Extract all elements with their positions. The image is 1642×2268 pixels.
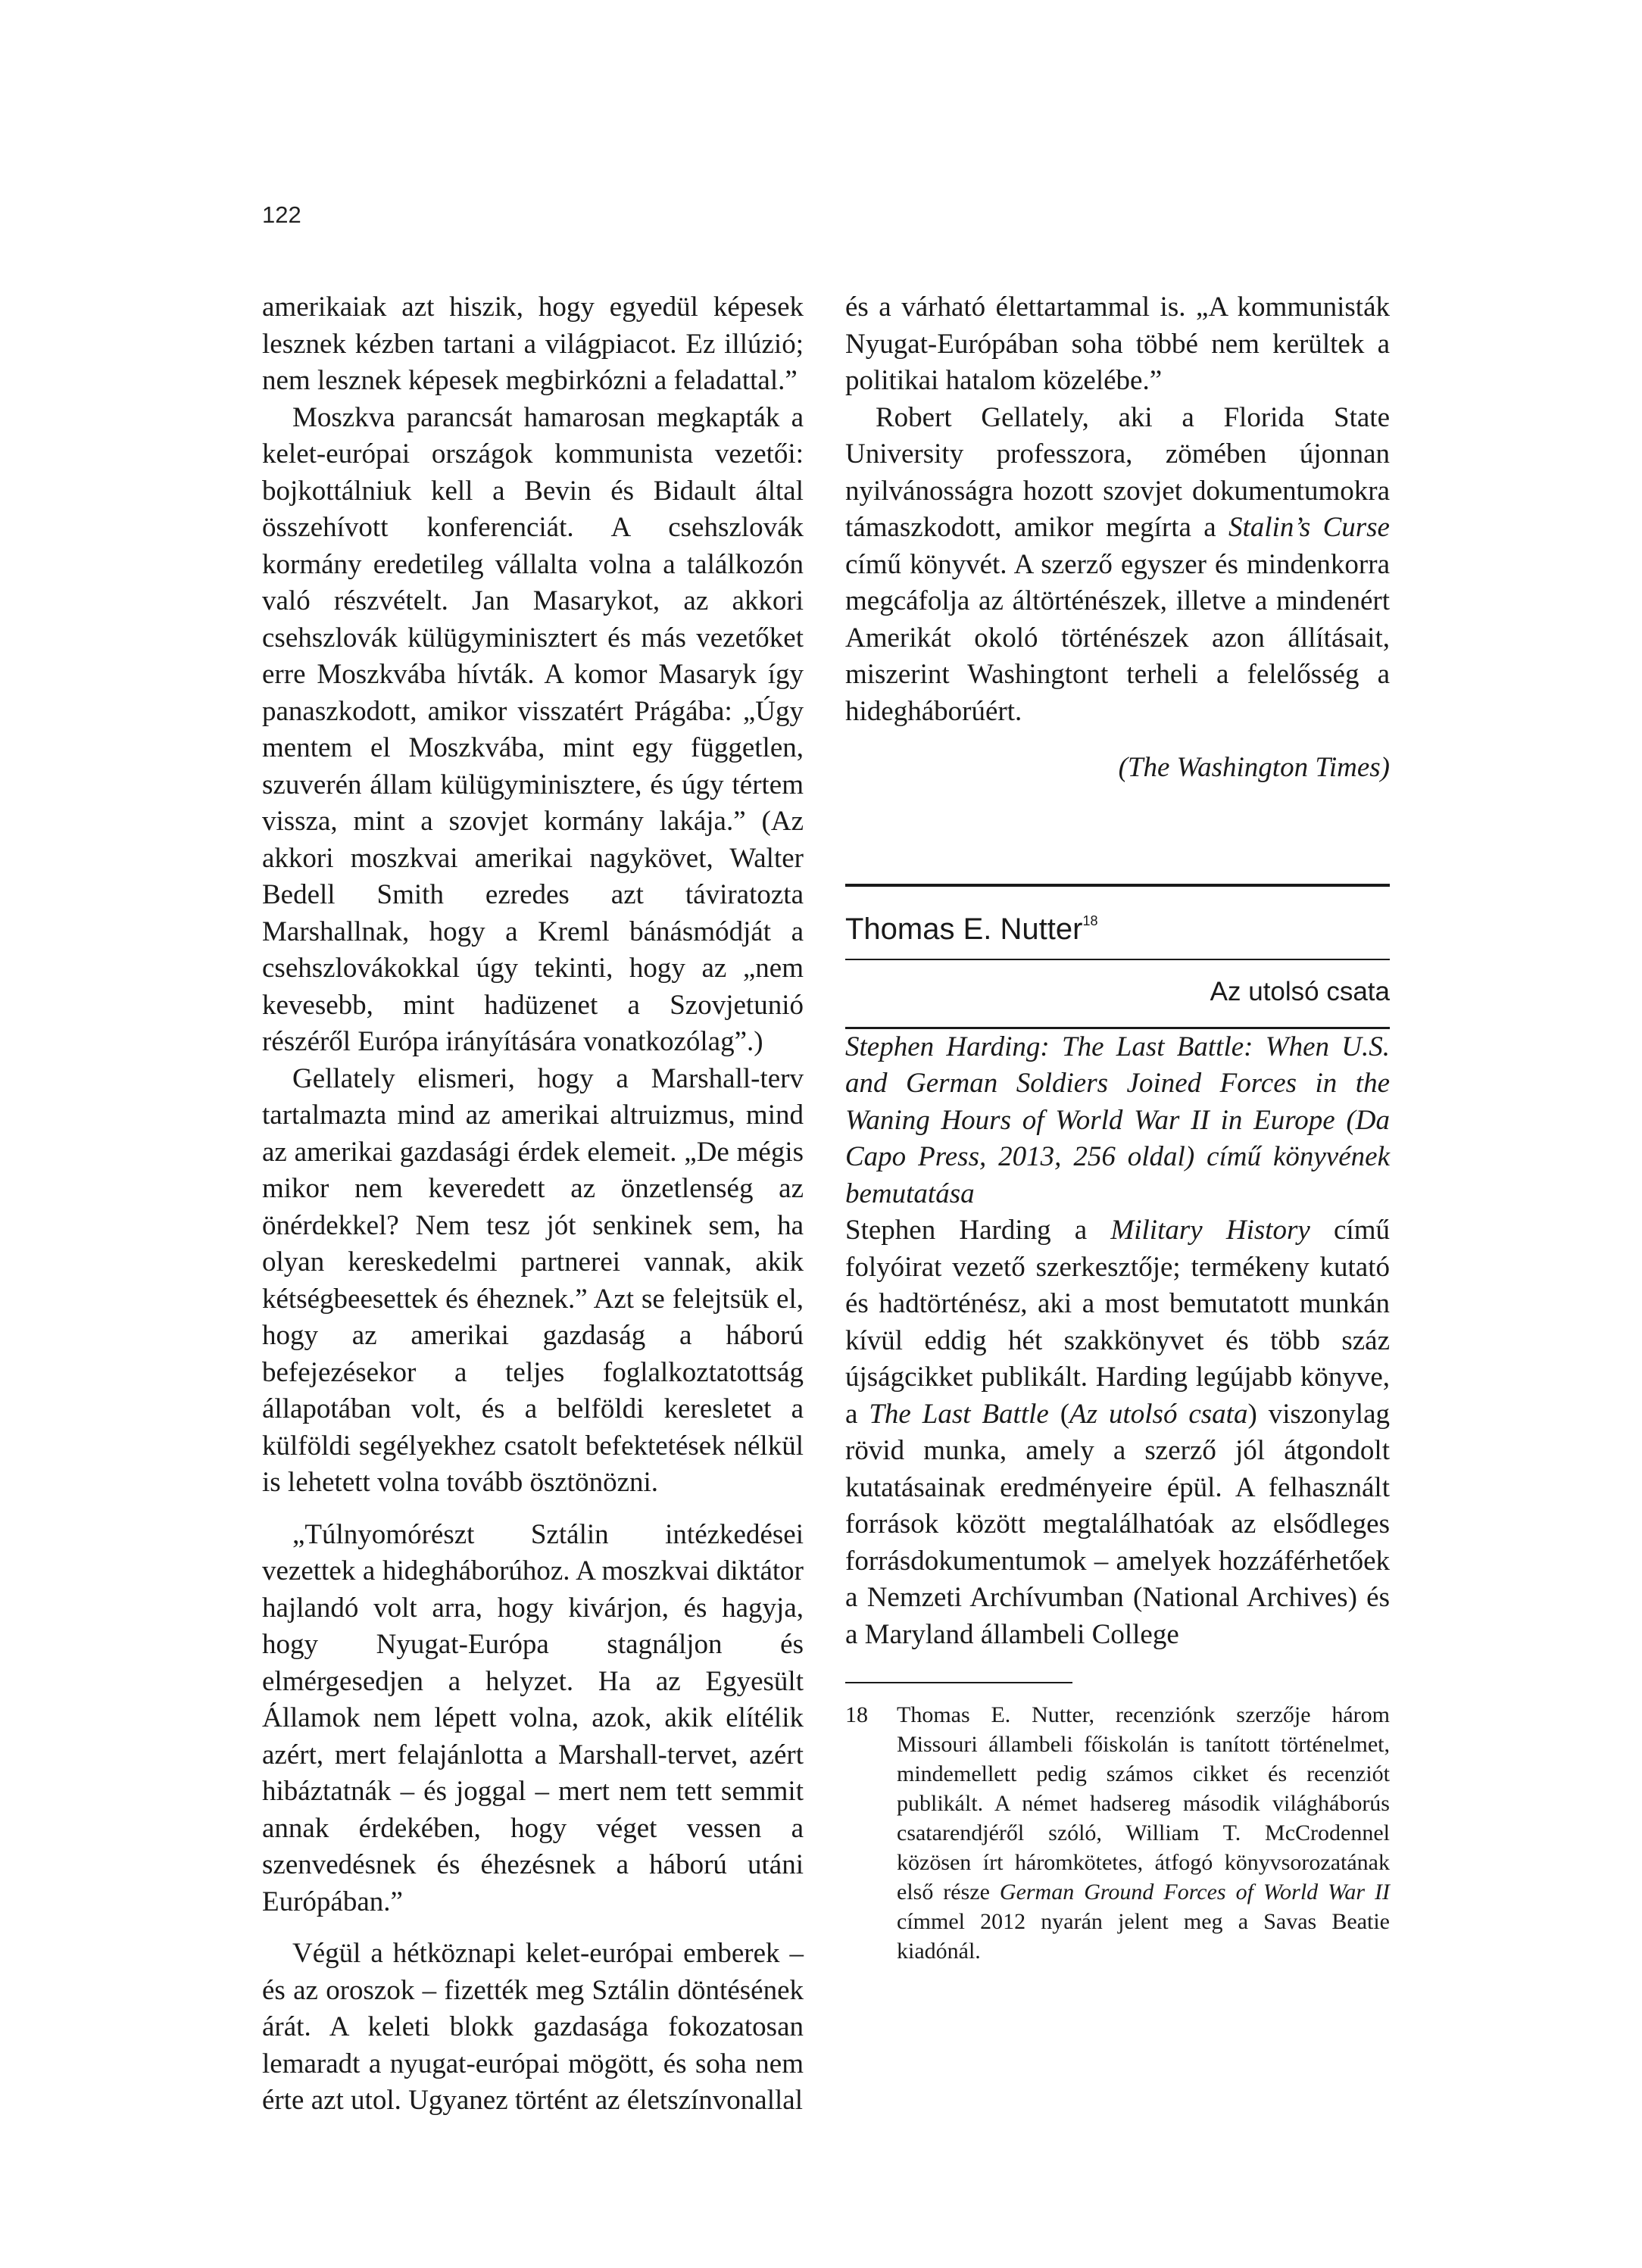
left-column bbox=[262, 289, 804, 2120]
review-author: Thomas E. Nutter$^{18}$ bbox=[845, 912, 1098, 946]
section-divider-top bbox=[845, 884, 1390, 887]
left-paragraph-2: Moszkva parancsát hamarosan megkapták a kelet-európai országok kommunista vezetői: bojkottálniuk kell a Bevin és Bidault által összehívott konferenciát. A csehszlovák kormány eredetileg vállalta volna a találkozón való részvételt. Jan Masarykot, az akkori csehszlovák külügyminisztert és más vezetőket erre Moszkvába hívták. A komor Masaryk így panaszkodott, amikor visszatért Prágába: „Úgy mentem el Moszkvába, mint egy független, szuverén állam külügyminisztere, és úgy tértem vissza, mint a szovjet kormány lakája.” (Az akkori moszkvai amerikai nagykövet, Walter Bedell Smith ezredes azt táviratozta Marshallnak, hogy a Kreml bánásmódját a csehszlovákokkal úgy tekinti, hogy az „nem kevesebb, mint hadüzenet a Szovjetunió részéről Európa irányítására vonatkozólag”.) bbox=[262, 401, 804, 1057]
left-paragraph-1: amerikaiak azt hiszik, hogy egyedül képesek lesznek kézben tartani a világpiacot. Ez illúzió; nem lesznek képesek megbirkózni a feladattal.” bbox=[262, 292, 804, 396]
right-paragraph-2: Robert Gellately, aki a Florida State University professzora, zömében újonnan nyilvánosságra hozott szovjet dokumentumokra támaszkodott, amikor megírta a Stalin’s Curse című könyvét. A szerző egyszer és mindenkorra megcáfolja az áltörténészek, illetve a mindenért Amerikát okoló történészek azon állításait, miszerint Washingtont terheli a felelősség a hidegháborúért. bbox=[845, 401, 1390, 727]
footnote-number: 18 bbox=[845, 1702, 868, 1727]
right-paragraph-1: és a várható élettartammal is. „A kommunisták Nyugat-Európában soha többé nem kerültek a politikai hatalom közelébe.” bbox=[845, 292, 1390, 396]
left-paragraph-3: Gellately elismeri, hogy a Marshall-terv tartalmazta mind az amerikai altruizmus, mind az amerikai gazdasági érdek elemeit. „De mégis mikor nem keveredett az önzetlenség az önérdekkel? Nem tesz jót senkinek sem, ha olyan kereskedelmi partnerei vannak, akik kétségbeesettek és éheznek.” Azt se felejtsük el, hogy az amerikai gazdaság a háború befejezésekor a teljes foglalkoztatottság állapotában volt, és a belföldi keresletet a külföldi segélyekhez csatolt befektetések nélkül is lehetett volna tovább ösztönözni. bbox=[262, 1062, 804, 1498]
article-title: Az utolsó csata bbox=[1210, 976, 1390, 1006]
article-subtitle: Stephen Harding: The Last Battle: When U.S. and German Soldiers Joined Forces in the Waning Hours of World War II in Europe (Da Capo Press, 2013, 256 oldal) című könyvének bemutatása bbox=[845, 1031, 1390, 1209]
left-paragraph-5: Végül a hétköznapi kelet-európai emberek – és az oroszok – fizették meg Sztálin döntésének árát. A keleti blokk gazdasága fokozatosan lemaradt a nyugat-európai mögött, és soha nem érte azt utol. Ugyanez történt az életszínvonallal bbox=[262, 1938, 804, 2116]
right-column bbox=[845, 289, 1390, 1966]
article-body: Stephen Harding a Military History című folyóirat vezető szerkesztője; termékeny kutató és hadtörténész, aki a most bemutatott munkán kívül eddig hét szakkönyvet és több száz újságcikket publikált. Harding legújabb könyve, a The Last Battle (Az utolsó csata) viszonylag rövid munka, amely a szerző jól átgondolt kutatásainak eredményeire épül. A felhasznált források között megtalálhatóak az elsődleges forrásdokumentumok – amelyek hozzáférhetőek a Nemzeti Archívumban (National Archives) és a Maryland állambeli College bbox=[845, 1215, 1391, 1650]
footnote-text: Thomas E. Nutter, recenziónk szerzője három Missouri állambeli főiskolán is tanított történelmet, mindemellett pedig számos cikket és recenziót publikált. A német hadsereg második világháborús csatarendjéről szóló, William T. McCrodennel közösen írt háromkötetes, átfogó könyvsorozatának első része German Ground Forces of World War II címmel 2012 nyarán jelent meg a Savas Beatie kiadónál. bbox=[897, 1702, 1391, 1964]
page-number: 122 bbox=[262, 201, 301, 228]
source-citation: (The Washington Times) bbox=[1118, 752, 1390, 783]
footnote bbox=[845, 1700, 1390, 1966]
footnote-mark: 18 bbox=[1082, 913, 1098, 928]
footnote-rule bbox=[845, 1682, 1072, 1683]
left-paragraph-4: „Túlnyomórészt Sztálin intézkedései vezettek a hidegháborúhoz. A moszkvai diktátor hajlandó volt arra, hogy kivárjon, és hagyja, hogy Nyugat-Európa stagnáljon és elmérgesedjen a helyzet. Ha az Egyesült Államok nem lépett volna, azok, akik elítélik azért, mert felajánlotta a Marshall-tervet, azért hibáztatnák – és joggal – mert nem tett semmit annak érdekében, hogy véget vessen a szenvedésnek és éhezésnek a háború utáni Európában.” bbox=[262, 1518, 804, 1917]
section-divider-middle bbox=[845, 959, 1390, 960]
